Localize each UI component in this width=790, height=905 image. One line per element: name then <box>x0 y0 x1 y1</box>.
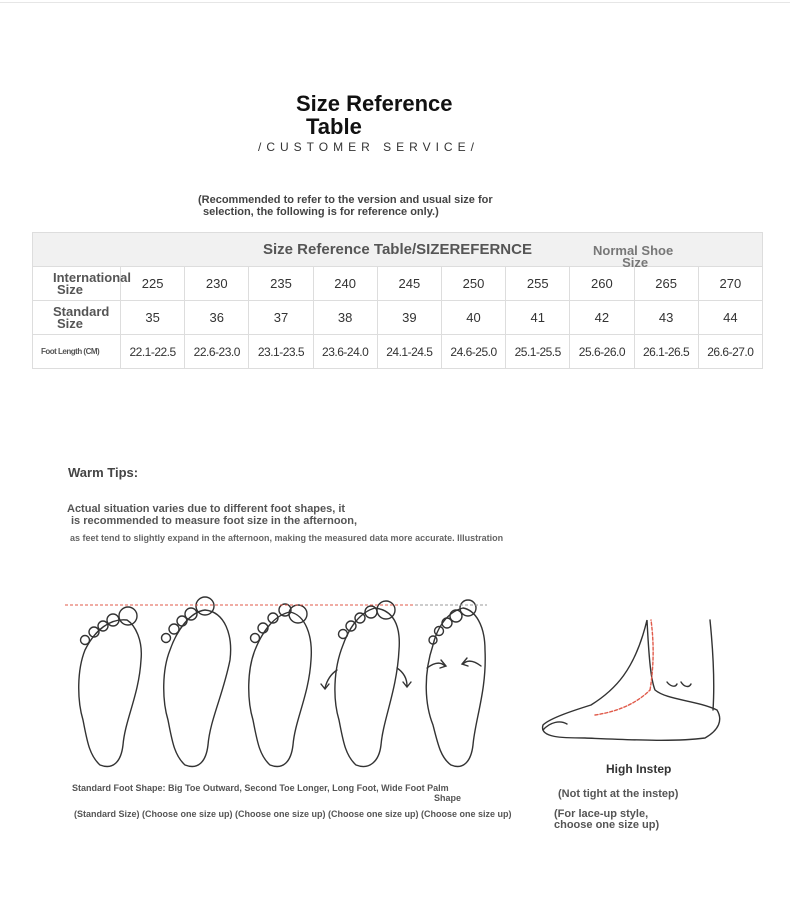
table-cell: 41 <box>506 301 570 335</box>
table-header-cell <box>33 233 763 270</box>
normal-size-line-1: Normal Shoe <box>593 243 674 258</box>
not-tight-note: (Not tight at the instep) <box>558 788 679 800</box>
row-label-foot-length: Foot Length (CM) <box>33 335 121 369</box>
lace-up-note <box>554 809 659 831</box>
table-cell: 225 <box>121 267 185 301</box>
table-cell: 260 <box>570 267 634 301</box>
page-title <box>296 92 453 138</box>
table-cell: 26.6-27.0 <box>698 335 762 369</box>
table-row <box>33 267 763 301</box>
table-cell: 22.1-22.5 <box>121 335 185 369</box>
recommendation-line-1: (Recommended to refer to the version and usual size for <box>198 194 493 206</box>
top-divider <box>0 2 790 3</box>
high-instep-foot-drawing <box>543 620 720 740</box>
table-cell: 230 <box>185 267 249 301</box>
table-row <box>33 335 763 369</box>
table-header-row <box>33 233 763 267</box>
foot-shape-caption: Shape <box>434 793 462 803</box>
table-cell: 35 <box>121 301 185 335</box>
second-toe-longer-foot-drawing <box>249 604 312 766</box>
title-line-2: Table <box>306 114 362 139</box>
big-toe-outward-foot-drawing <box>162 597 231 766</box>
warm-tips-text <box>67 503 357 527</box>
standard-foot-drawing <box>79 607 142 766</box>
table-cell: 270 <box>698 267 762 301</box>
table-cell: 235 <box>249 267 313 301</box>
recommendation-line-2: selection, the following is for reference only.) <box>203 206 439 218</box>
table-cell: 37 <box>249 301 313 335</box>
row-label-international: International Size <box>33 267 121 301</box>
table-cell: 36 <box>185 301 249 335</box>
title-line-1: Size Reference <box>296 91 453 116</box>
table-cell: 23.1-23.5 <box>249 335 313 369</box>
warm-tips-line-2: is recommended to measure foot size in the afternoon, <box>71 515 358 527</box>
lace-up-line-2: choose one size up) <box>554 819 660 831</box>
page-subtitle: /CUSTOMER SERVICE/ <box>258 140 479 154</box>
table-cell: 40 <box>441 301 505 335</box>
table-cell: 26.1-26.5 <box>634 335 698 369</box>
table-cell: 25.1-25.5 <box>506 335 570 369</box>
high-instep-label: High Instep <box>606 762 672 776</box>
foot-types-caption: Standard Foot Shape: Big Toe Outward, Second Toe Longer, Long Foot, Wide Foot Palm <box>72 783 449 793</box>
table-cell: 245 <box>377 267 441 301</box>
table-header-normal-size <box>593 245 673 269</box>
table-cell: 25.6-26.0 <box>570 335 634 369</box>
warm-tips-heading: Warm Tips: <box>68 465 139 480</box>
table-cell: 38 <box>313 301 377 335</box>
table-cell: 43 <box>634 301 698 335</box>
table-cell: 42 <box>570 301 634 335</box>
table-cell: 24.6-25.0 <box>441 335 505 369</box>
table-cell: 22.6-23.0 <box>185 335 249 369</box>
long-foot-drawing <box>321 601 411 766</box>
table-cell: 44 <box>698 301 762 335</box>
afternoon-note: as feet tend to slightly expand in the afternoon, making the measured data more accurate. Illustration <box>70 533 504 543</box>
table-cell: 23.6-24.0 <box>313 335 377 369</box>
table-cell: 24.1-24.5 <box>377 335 441 369</box>
table-cell: 265 <box>634 267 698 301</box>
warm-tips-line-1: Actual situation varies due to different foot shapes, it <box>67 503 346 515</box>
normal-size-line-2: Size <box>622 255 649 270</box>
table-cell: 250 <box>441 267 505 301</box>
row-label-standard: Standard Size <box>33 301 121 335</box>
table-row <box>33 301 763 335</box>
size-table <box>32 232 763 369</box>
size-advice-caption: (Standard Size) (Choose one size up) (Choose one size up) (Choose one size up) (Choose one size up) <box>74 809 512 819</box>
table-cell: 240 <box>313 267 377 301</box>
recommendation-note <box>198 194 493 218</box>
lace-up-line-1: (For lace-up style, <box>554 808 649 820</box>
wide-foot-drawing <box>426 600 485 766</box>
table-cell: 39 <box>377 301 441 335</box>
foot-shapes-illustration <box>55 590 735 770</box>
table-cell: 255 <box>506 267 570 301</box>
table-header-title: Size Reference Table/SIZEREFERNCE <box>263 241 532 258</box>
